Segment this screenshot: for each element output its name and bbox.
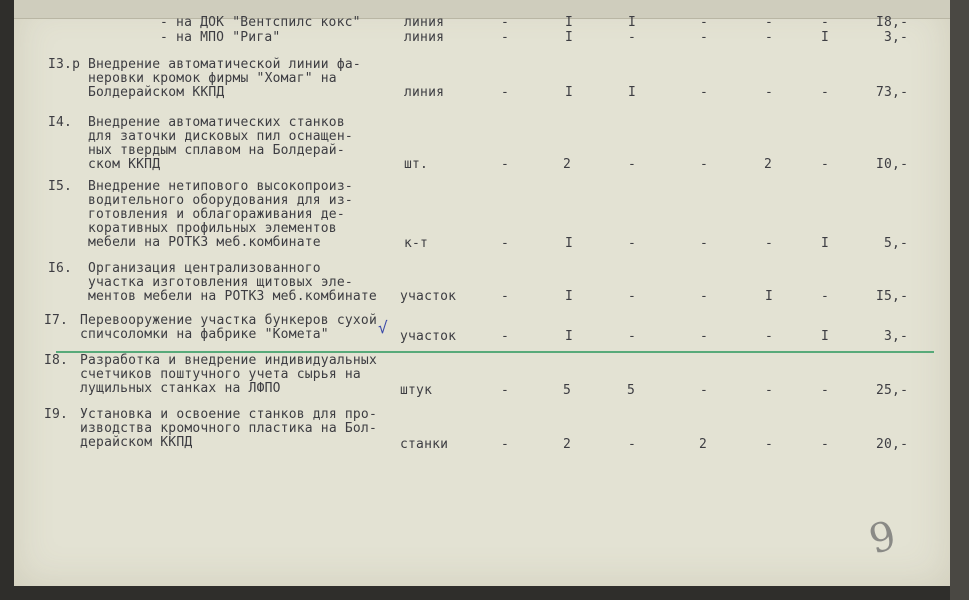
item-description: Разработка и внедрение индивидуальных счетчиков поштучного учета сырья на лущильных станках на ЛФПО	[80, 353, 377, 396]
item-description: - на ДОК "Вентспилс кокс"	[160, 15, 361, 30]
item-number: I5.	[48, 179, 73, 194]
item-unit: участок	[400, 289, 457, 304]
item-description: Установка и освоение станков для про- изводства кромочного пластика на Бол- дерайском ККПД	[80, 407, 377, 450]
col-2-value: I	[565, 85, 574, 100]
col-6-value: -	[821, 15, 830, 30]
col-5-value: I	[765, 289, 774, 304]
col-1-value: -	[501, 383, 510, 398]
item-unit: линия	[404, 85, 445, 100]
col-4-value: -	[700, 157, 709, 172]
item-description: Перевооружение участка бункеров сухой спичсоломки на фабрике "Комета"	[80, 313, 377, 342]
item-description: Организация централизованного участка изготовления щитовых эле- ментов мебели на РОТКЗ меб.комбинате	[88, 261, 377, 304]
item-number: I7.	[44, 313, 69, 328]
col-1-value: -	[501, 30, 510, 45]
col-2-value: I	[565, 15, 574, 30]
item-number: I6.	[48, 261, 73, 276]
col-1-value: -	[501, 329, 510, 344]
col-3-value: -	[628, 157, 637, 172]
item-number: I4.	[48, 115, 73, 130]
col-3-value: -	[628, 329, 637, 344]
col-1-value: -	[501, 236, 510, 251]
total-value: I5,-	[876, 289, 909, 304]
total-value: 3,-	[884, 30, 909, 45]
total-value: 3,-	[884, 329, 909, 344]
item-unit: участок	[400, 329, 457, 344]
col-6-value: -	[821, 85, 830, 100]
col-4-value: -	[700, 15, 709, 30]
item-unit: штук	[400, 383, 433, 398]
col-6-value: I	[821, 30, 830, 45]
col-2-value: I	[565, 30, 574, 45]
col-6-value: -	[821, 437, 830, 452]
item-number: I8.	[44, 353, 69, 368]
item-number: I3.р	[48, 57, 81, 72]
col-6-value: -	[821, 289, 830, 304]
col-5-value: -	[765, 85, 774, 100]
item-description: Внедрение автоматических станков для заточки дисковых пил оснащен- ных твердым сплавом на Болдерай- ском ККПД	[88, 115, 353, 172]
col-5-value: -	[765, 437, 774, 452]
total-value: I8,-	[876, 15, 909, 30]
col-4-value: -	[700, 289, 709, 304]
item-unit: к-т	[404, 236, 429, 251]
col-5-value: -	[765, 15, 774, 30]
checkmark-icon: √	[378, 318, 388, 337]
item-unit: шт.	[404, 157, 429, 172]
item-unit: линия	[404, 30, 445, 45]
col-1-value: -	[501, 437, 510, 452]
item-number: I9.	[44, 407, 69, 422]
item-description: - на МПО "Рига"	[160, 30, 281, 45]
col-4-value: -	[700, 383, 709, 398]
col-1-value: -	[501, 85, 510, 100]
col-4-value: -	[700, 85, 709, 100]
col-2-value: 5	[563, 383, 572, 398]
col-5-value: -	[765, 236, 774, 251]
scan-right-border	[950, 0, 969, 600]
col-3-value: -	[628, 30, 637, 45]
col-2-value: 2	[563, 157, 572, 172]
item-unit: станки	[400, 437, 449, 452]
col-3-value: -	[628, 437, 637, 452]
col-2-value: I	[565, 289, 574, 304]
col-6-value: I	[821, 329, 830, 344]
col-5-value: -	[765, 329, 774, 344]
col-3-value: -	[628, 289, 637, 304]
total-value: 73,-	[876, 85, 909, 100]
item-description: Внедрение нетипового высокопроиз- водительного оборудования для из- готовления и облагораживания де- коративных профильных элементов мебели на РОТКЗ меб.комбинате	[88, 179, 353, 250]
col-3-value: I	[628, 85, 637, 100]
page-top-edge	[14, 0, 950, 19]
col-3-value: I	[628, 15, 637, 30]
item-description: Внедрение автоматической линии фа- неровки кромок фирмы "Хомаг" на Болдерайском ККПД	[88, 57, 361, 100]
col-1-value: -	[501, 289, 510, 304]
col-2-value: 2	[563, 437, 572, 452]
col-5-value: -	[765, 30, 774, 45]
total-value: I0,-	[876, 157, 909, 172]
col-1-value: -	[501, 15, 510, 30]
col-3-value: 5	[627, 383, 636, 398]
total-value: 20,-	[876, 437, 909, 452]
col-4-value: -	[700, 30, 709, 45]
col-2-value: I	[565, 329, 574, 344]
col-4-value: 2	[699, 437, 708, 452]
col-5-value: -	[765, 383, 774, 398]
total-value: 25,-	[876, 383, 909, 398]
col-4-value: -	[700, 236, 709, 251]
col-1-value: -	[501, 157, 510, 172]
item-unit: линия	[404, 15, 445, 30]
col-6-value: -	[821, 383, 830, 398]
col-4-value: -	[700, 329, 709, 344]
col-2-value: I	[565, 236, 574, 251]
col-3-value: -	[628, 236, 637, 251]
col-6-value: I	[821, 236, 830, 251]
col-6-value: -	[821, 157, 830, 172]
col-5-value: 2	[764, 157, 773, 172]
pencil-page-number: 9	[864, 512, 901, 564]
total-value: 5,-	[884, 236, 909, 251]
